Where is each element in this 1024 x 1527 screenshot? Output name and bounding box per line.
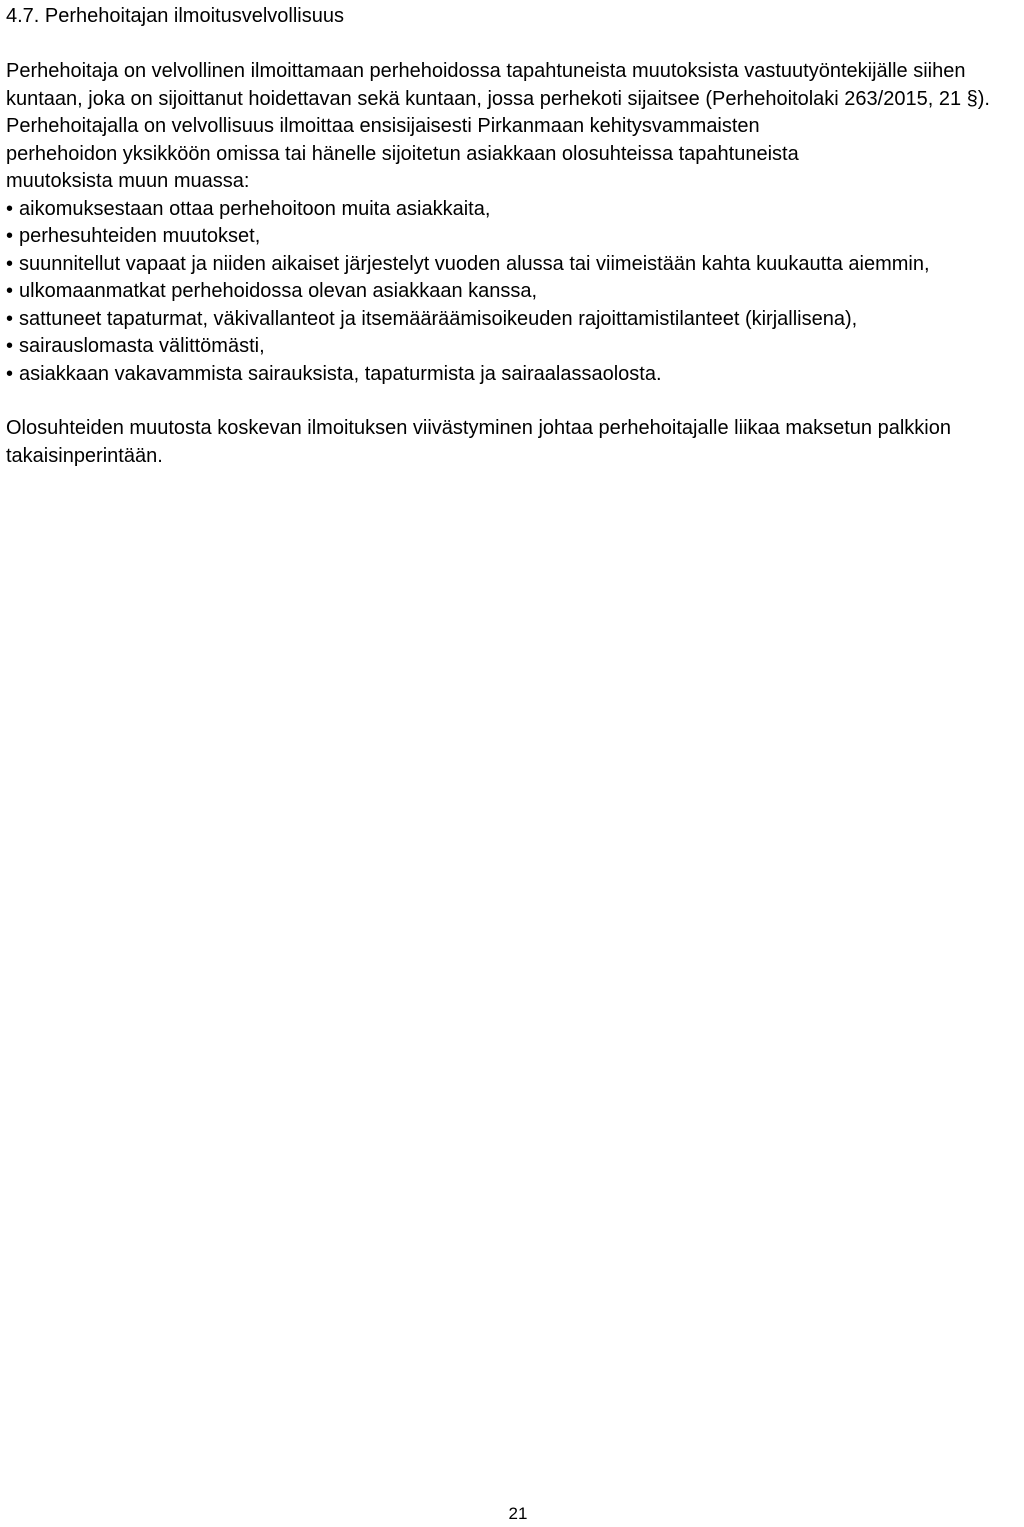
section-body bbox=[6, 58, 1020, 470]
notification-list bbox=[6, 196, 1020, 389]
list-item bbox=[6, 278, 1020, 306]
bullet-icon: • bbox=[6, 335, 14, 357]
section-heading: 4.7. Perhehoitajan ilmoitusvelvollisuus bbox=[6, 5, 344, 27]
paragraph-spacer bbox=[6, 388, 1020, 415]
list-item bbox=[6, 306, 1020, 334]
bullet-icon: • bbox=[6, 225, 14, 247]
list-item-text: sairauslomasta välittömästi, bbox=[19, 335, 265, 357]
duty-line-3: muutoksista muun muassa: bbox=[6, 170, 250, 192]
intro-paragraph: Perhehoitaja on velvollinen ilmoittamaan perhehoidossa tapahtuneista muutoksista vastuutyöntekijälle siihen kuntaan, joka on sijoittanut hoidettavan sekä kuntaan, jossa perhekoti sijaitsee (Perhehoitolaki 263/2015, 21 §). bbox=[6, 60, 990, 110]
list-item-text: asiakkaan vakavammista sairauksista, tapaturmista ja sairaalassaolosta. bbox=[19, 362, 662, 385]
bullet-icon: • bbox=[6, 252, 14, 275]
list-item-text: ulkomaanmatkat perhehoidossa olevan asiakkaan kanssa, bbox=[19, 280, 538, 302]
page-number: 21 bbox=[508, 1504, 528, 1523]
list-item bbox=[6, 196, 1020, 224]
duty-line-1: Perhehoitajalla on velvollisuus ilmoittaa ensisijaisesti Pirkanmaan kehitysvammaisten bbox=[6, 115, 760, 137]
list-item bbox=[6, 361, 1020, 389]
bullet-icon: • bbox=[6, 197, 14, 220]
duty-line-2: perhehoidon yksikköön omissa tai hänelle sijoitetun asiakkaan olosuhteissa tapahtuneista bbox=[6, 142, 799, 165]
list-item-text: sattuneet tapaturmat, väkivallanteot ja itsemääräämisoikeuden rajoittamistilanteet (kirjallisena), bbox=[19, 307, 858, 330]
bullet-icon: • bbox=[6, 280, 14, 302]
list-item-text: aikomuksestaan ottaa perhehoitoon muita asiakkaita, bbox=[19, 197, 491, 220]
bullet-icon: • bbox=[6, 362, 14, 385]
list-item-text: suunnitellut vapaat ja niiden aikaiset järjestelyt vuoden alussa tai viimeistään kahta kuukautta aiemmin, bbox=[19, 252, 930, 275]
closing-paragraph: Olosuhteiden muutosta koskevan ilmoituksen viivästyminen johtaa perhehoitajalle liikaa maksetun palkkion takaisinperintään. bbox=[6, 417, 951, 467]
list-item bbox=[6, 223, 1020, 251]
bullet-icon: • bbox=[6, 307, 14, 330]
list-item bbox=[6, 333, 1020, 361]
list-item-text: perhesuhteiden muutokset, bbox=[19, 225, 261, 247]
list-item bbox=[6, 251, 1020, 279]
duty-paragraph bbox=[6, 113, 1020, 196]
